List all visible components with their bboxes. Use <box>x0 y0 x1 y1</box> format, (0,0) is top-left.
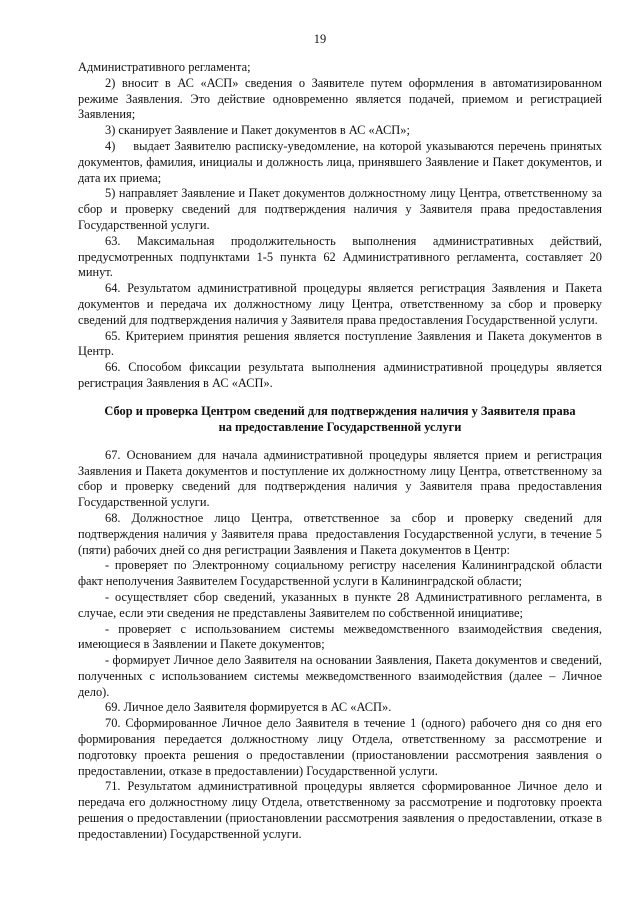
page-number: 19 <box>313 32 327 46</box>
paragraph: 70. Сформированное Личное дело Заявителя в течение 1 (одного) рабочего дня со дня его формирования передается должностному лицу Отдела, ответственному за рассмотрение и подготовку проекта решения о предоставлении (приостановлении рассмотрения заявления о предоставлении, отказе в предоставлении) Государственной услуги. <box>78 716 602 778</box>
paragraph: 64. Результатом административной процедуры является регистрация Заявления и Пакета документов и передача их должностному лицу Центра, ответственному за сбор и проверку сведений для подтверждения наличия у Заявителя права предоставления Государственной услуги. <box>78 281 602 327</box>
paragraph: 3) сканирует Заявление и Пакет документов в АС «АСП»; <box>105 123 410 138</box>
paragraph: 5) направляет Заявление и Пакет документов должностному лицу Центра, ответственному за сбор и проверку сведений для подтверждения наличия у Заявителя права предоставления Государственной услуги. <box>78 186 602 232</box>
section-heading-line: на предоставление Государственной услуги <box>218 419 462 434</box>
paragraph: 66. Способом фиксации результата выполнения административной процедуры является регистрация Заявления в АС «АСП». <box>78 360 602 390</box>
section-heading-line: Сбор и проверка Центром сведений для подтверждения наличия у Заявителя права <box>104 403 576 418</box>
list-item: - формирует Личное дело Заявителя на основании Заявления, Пакета документов и сведений, полученных с использованием системы межведомственного взаимодействия (далее – Личное дело). <box>78 653 602 699</box>
paragraph: 65. Критерием принятия решения является поступление Заявления и Пакета документов в Центр. <box>78 328 602 359</box>
paragraph: 71. Результатом административной процедуры является сформированное Личное дело и передача его должностному лицу Отдела, ответственному за рассмотрение и подготовку проекта решения о предоставлении (приостановлении рассмотрения заявления о предоставлении, отказе в предоставлении) Государственной услуги. <box>78 779 602 841</box>
document-body <box>78 60 602 843</box>
paragraph: 63. Максимальная продолжительность выполнения административных действий, предусмотренных подпунктами 1-5 пункта 62 Административного регламента, составляет 20 минут. <box>78 233 602 280</box>
list-item: - проверяет по Электронному социальному регистру населения Калининградской области факт неполучения Заявителем Государственной услуги в Калининградской области; <box>78 558 602 589</box>
section-heading <box>78 403 602 435</box>
paragraph: 68. Должностное лицо Центра, ответственное за сбор и проверку сведений для подтверждения наличия у Заявителя права предоставления Государственной услуги, в течение 5 (пяти) рабочих дней со дня регистрации Заявления и Пакета документов в Центр: <box>78 510 602 557</box>
paragraph: 67. Основанием для начала административной процедуры является прием и регистрация Заявления и Пакета документов и поступление их должностному лицу Центра, ответственному за сбор и проверку сведений для подтверждения наличия у Заявителя права предоставления Государственной услуги. <box>78 447 602 510</box>
list-item: - осуществляет сбор сведений, указанных в пункте 28 Административного регламента, в случае, если эти сведения не представлены Заявителем по собственной инициативе; <box>78 589 602 620</box>
paragraph: 4) выдает Заявителю расписку-уведомление, на которой указываются перечень принятых документов, фамилия, инициалы и должность лица, принявшего Заявление и Пакет документов, и дата их приема; <box>78 138 602 185</box>
paragraph: Административного регламента; <box>78 60 251 74</box>
paragraph: 2) вносит в АС «АСП» сведения о Заявителе путем оформления в автоматизированном режиме Заявления. Это действие одновременно является подачей, приемом и регистрацией Заявления; <box>78 75 602 122</box>
list-item: - проверяет с использованием системы межведомственного взаимодействия сведения, имеющиеся в Заявлении и Пакете документов; <box>78 621 602 652</box>
paragraph: 69. Личное дело Заявителя формируется в АС «АСП». <box>105 700 392 715</box>
